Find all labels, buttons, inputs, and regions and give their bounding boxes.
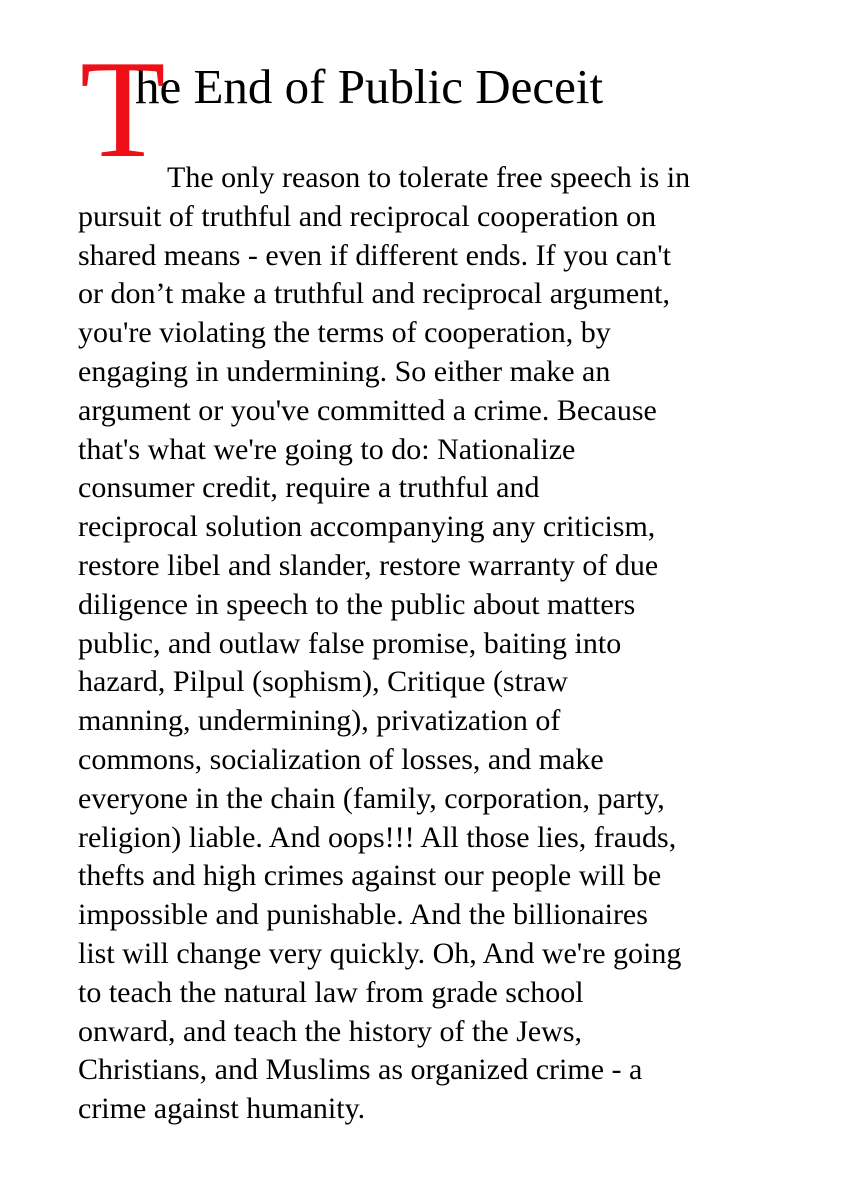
text-line: shared means - even if different ends. If you can't <box>78 238 671 272</box>
text-line: thefts and high crimes against our people will be <box>78 859 662 893</box>
text-line: you're violating the terms of cooperation, by <box>78 316 611 350</box>
text-line: everyone in the chain (family, corporation, party, <box>78 781 665 815</box>
text-line: impossible and punishable. And the billionaires <box>78 898 648 932</box>
text-line: to teach the natural law from grade school <box>78 975 584 1009</box>
text-line: Christians, and Muslims as organized crime - a <box>78 1053 643 1087</box>
text-line: engaging in undermining. So either make an <box>78 354 611 388</box>
text-line: diligence in speech to the public about matters <box>78 587 636 621</box>
dropcap-letter: T <box>80 32 166 187</box>
text-line: public, and outlaw false promise, baiting into <box>78 626 622 660</box>
text-line: or don’t make a truthful and reciprocal argument, <box>78 277 671 311</box>
text-line: commons, socialization of losses, and make <box>78 742 604 776</box>
text-line: reciprocal solution accompanying any criticism, <box>78 510 656 544</box>
text-line: consumer credit, require a truthful and <box>78 471 540 505</box>
body-paragraph <box>78 159 802 1129</box>
text-line: onward, and teach the history of the Jews, <box>78 1014 583 1048</box>
text-line: argument or you've committed a crime. Because <box>78 393 657 427</box>
text-line: religion) liable. And oops!!! All those lies, frauds, <box>78 820 677 854</box>
text-line: pursuit of truthful and reciprocal cooperation on <box>78 199 657 233</box>
text-line: crime against humanity. <box>78 1092 366 1126</box>
text-line: hazard, Pilpul (sophism), Critique (straw <box>78 665 568 699</box>
page-title-text: he End of Public Deceit <box>135 59 604 114</box>
text-line: restore libel and slander, restore warranty of due <box>78 548 659 582</box>
text-line: The only reason to tolerate free speech is in <box>167 161 691 194</box>
text-line: list will change very quickly. Oh, And we're going <box>78 936 682 970</box>
page-title <box>135 59 792 114</box>
text-line: manning, undermining), privatization of <box>78 704 561 738</box>
text-line: that's what we're going to do: Nationalize <box>78 432 576 466</box>
